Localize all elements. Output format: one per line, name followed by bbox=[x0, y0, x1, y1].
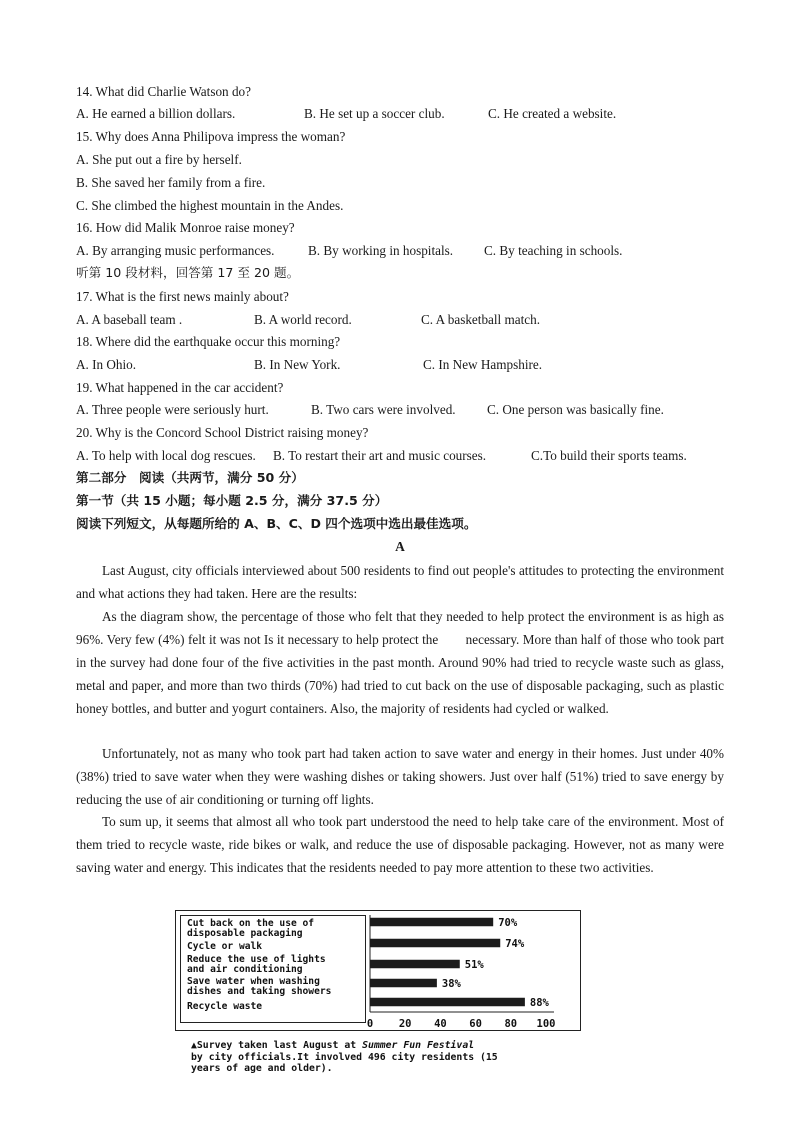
passage-paragraph-4: To sum up, it seems that almost all who took part understood the need to help take care of the environment. Most of them tried to recycle waste, ride bikes or walk, and reduce the use of disposable packaging. However, not as many were saving water and energy. This indicates that the residents needed to pay more attention to these two activities. bbox=[76, 814, 724, 875]
question-18: 18. Where did the earthquake occur this morning? bbox=[76, 334, 341, 349]
section-one-title: 第一节（共 15 小题；每小题 2.5 分，满分 37.5 分） bbox=[76, 493, 388, 508]
passage-paragraph-1: Last August, city officials interviewed about 500 residents to find out people's attitudes to protecting the environment and what actions they had taken. Here are the results: bbox=[76, 563, 724, 601]
bar-value-label: 88% bbox=[529, 997, 549, 1009]
option-b: B. By working in hospitals. bbox=[308, 243, 454, 258]
x-tick-label: 40 bbox=[434, 1018, 447, 1030]
option-a: A. To help with local dog rescues. bbox=[76, 448, 256, 463]
option-c: C.To build their sports teams. bbox=[531, 448, 687, 463]
section-one-instruction: 阅读下列短文，从每题所给的 A、B、C、D 四个选项中选出最佳选项。 bbox=[76, 516, 477, 531]
option-b: B. A world record. bbox=[254, 312, 352, 327]
caption-line-1: ▲Survey taken last August at bbox=[191, 1040, 363, 1051]
option-c: C. He created a website. bbox=[488, 106, 617, 121]
x-tick-label: 100 bbox=[536, 1018, 556, 1030]
option-c: C. One person was basically fine. bbox=[487, 402, 664, 417]
bar bbox=[370, 979, 437, 988]
bar bbox=[370, 939, 500, 948]
passage-paragraph-2: As the diagram show, the percentage of those who felt that they needed to help protect the environment is as high as 96%. Very few (4%) felt it was not Is it necessary to help protect the necessary. More than half of those who took part in the survey had done four of the five activities in the past month. Around 90% had tried to recycle waste such as glass, metal and paper, and more than two thirds (70%) had tried to cut back on the use of disposable packaging, such as plastic honey bottles, and butter and yogurt containers. Also, the majority of residents had cycled or walked. bbox=[76, 609, 724, 716]
caption-line-3: years of age and older). bbox=[191, 1063, 333, 1074]
option-b: B. Two cars were involved. bbox=[311, 402, 456, 417]
bar-value-label: 70% bbox=[498, 917, 518, 929]
option-a: A. A baseball team . bbox=[76, 312, 183, 327]
category-label: Reduce the use of lights and air conditioning bbox=[187, 954, 326, 975]
x-tick-label: 0 bbox=[366, 1018, 374, 1030]
category-label: Save water when washing dishes and taking showers bbox=[187, 976, 332, 997]
x-tick-label: 20 bbox=[398, 1018, 412, 1030]
option-a: A. She put out a fire by herself. bbox=[76, 152, 242, 167]
question-16: 16. How did Malik Monroe raise money? bbox=[76, 220, 295, 235]
option-a: A. By arranging music performances. bbox=[76, 243, 275, 258]
bar-value-label: 51% bbox=[464, 959, 484, 971]
passage-paragraph-3: Unfortunately, not as many who took part had taken action to save water and energy in their homes. Just under 40% (38%) tried to save water when they were washing dishes or taking showers. Just over half (51%) tried to save energy by reducing the use of air conditioning or turning off lights. bbox=[76, 746, 724, 807]
bar bbox=[370, 918, 493, 927]
question-19: 19. What happened in the car accident? bbox=[76, 380, 284, 395]
option-b: B. He set up a soccer club. bbox=[304, 106, 445, 121]
question-20: 20. Why is the Concord School District raising money? bbox=[76, 425, 369, 440]
category-label: Cut back on the use of disposable packaging bbox=[187, 918, 315, 939]
bar-value-label: 74% bbox=[505, 938, 525, 950]
question-17: 17. What is the first news mainly about? bbox=[76, 289, 289, 304]
category-label: Recycle waste bbox=[187, 1001, 263, 1012]
question-15: 15. Why does Anna Philipova impress the woman? bbox=[76, 129, 346, 144]
chart-caption bbox=[191, 1040, 498, 1075]
x-tick-label: 60 bbox=[469, 1018, 482, 1030]
option-b: B. To restart their art and music courses. bbox=[273, 448, 487, 463]
x-tick-label: 80 bbox=[504, 1018, 518, 1030]
option-b: B. In New York. bbox=[254, 357, 341, 372]
bar bbox=[370, 960, 460, 969]
bar bbox=[370, 998, 525, 1007]
option-c: C. In New Hampshire. bbox=[423, 357, 543, 372]
option-a: A. In Ohio. bbox=[76, 357, 137, 372]
part-two-title: 第二部分 阅读（共两节，满分 50 分） bbox=[76, 470, 304, 485]
listening-instruction: 听第 10 段材料，回答第 17 至 20 题。 bbox=[76, 265, 300, 280]
option-c: C. By teaching in schools. bbox=[484, 243, 623, 258]
option-a: A. He earned a billion dollars. bbox=[76, 106, 236, 121]
option-c: C. A basketball match. bbox=[421, 312, 541, 327]
caption-line-2: by city officials.It involved 496 city residents (15 bbox=[191, 1051, 498, 1063]
chart-category-labels bbox=[180, 915, 366, 1023]
passage-label: A bbox=[395, 539, 405, 554]
bar-value-label: 38% bbox=[441, 978, 461, 990]
option-c: C. She climbed the highest mountain in the Andes. bbox=[76, 198, 344, 213]
option-b: B. She saved her family from a fire. bbox=[76, 175, 266, 190]
caption-festival-name: Summer Fun Festival bbox=[362, 1040, 475, 1051]
option-a: A. Three people were seriously hurt. bbox=[76, 402, 269, 417]
category-label: Cycle or walk bbox=[187, 941, 263, 952]
question-14: 14. What did Charlie Watson do? bbox=[76, 84, 251, 99]
survey-bar-chart bbox=[360, 912, 580, 1032]
